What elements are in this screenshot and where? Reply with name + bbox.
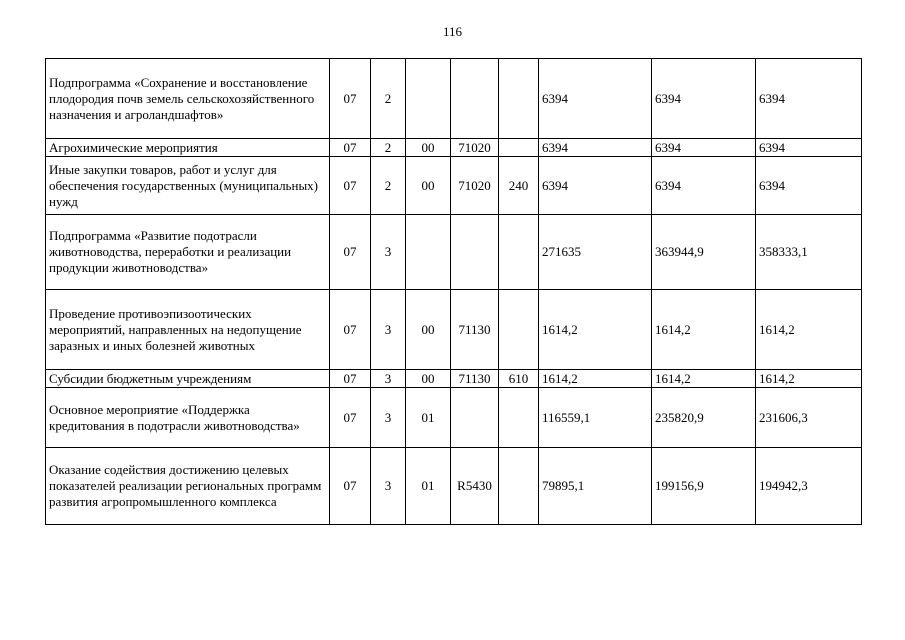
table-row xyxy=(46,290,862,370)
target-article-prefix xyxy=(406,59,451,139)
table-row xyxy=(46,215,862,290)
target-article-prefix: 01 xyxy=(406,448,451,525)
amount-year-1: 79895,1 xyxy=(539,448,652,525)
amount-year-3: 6394 xyxy=(756,157,862,215)
amount-year-3: 231606,3 xyxy=(756,388,862,448)
amount-year-3: 6394 xyxy=(756,139,862,157)
expense-type-code xyxy=(499,388,539,448)
target-article-prefix xyxy=(406,215,451,290)
section-code: 07 xyxy=(330,139,371,157)
row-name: Проведение противоэпизоотических мероприятий, направленных на недопущение заразных и иных болезней животных xyxy=(46,290,330,370)
expense-type-code xyxy=(499,448,539,525)
amount-year-3: 1614,2 xyxy=(756,370,862,388)
amount-year-2: 235820,9 xyxy=(652,388,756,448)
amount-year-3: 358333,1 xyxy=(756,215,862,290)
row-name: Подпрограмма «Сохранение и восстановление плодородия почв земель сельскохозяйственного назначения и агроландшафтов» xyxy=(46,59,330,139)
target-article-code: 71130 xyxy=(451,370,499,388)
section-code: 07 xyxy=(330,448,371,525)
row-name: Иные закупки товаров, работ и услуг для обеспечения государственных (муниципальных) нужд xyxy=(46,157,330,215)
section-code: 07 xyxy=(330,388,371,448)
amount-year-2: 199156,9 xyxy=(652,448,756,525)
row-name: Агрохимические мероприятия xyxy=(46,139,330,157)
target-article-code: 71020 xyxy=(451,139,499,157)
target-article-code xyxy=(451,59,499,139)
row-name: Оказание содействия достижению целевых показателей реализации региональных программ развития агропромышленного комплекса xyxy=(46,448,330,525)
expense-type-code xyxy=(499,139,539,157)
expense-type-code: 240 xyxy=(499,157,539,215)
table-row xyxy=(46,157,862,215)
table-row xyxy=(46,59,862,139)
amount-year-1: 1614,2 xyxy=(539,370,652,388)
section-code: 07 xyxy=(330,370,371,388)
subsection-code: 3 xyxy=(371,388,406,448)
table-row xyxy=(46,139,862,157)
expense-type-code xyxy=(499,290,539,370)
subsection-code: 2 xyxy=(371,139,406,157)
amount-year-1: 116559,1 xyxy=(539,388,652,448)
row-name: Основное мероприятие «Поддержка кредитования в подотрасли животноводства» xyxy=(46,388,330,448)
target-article-code: 71020 xyxy=(451,157,499,215)
table-row xyxy=(46,448,862,525)
table-row xyxy=(46,370,862,388)
expense-type-code: 610 xyxy=(499,370,539,388)
target-article-code xyxy=(451,388,499,448)
amount-year-1: 1614,2 xyxy=(539,290,652,370)
amount-year-2: 363944,9 xyxy=(652,215,756,290)
row-name: Субсидии бюджетным учреждениям xyxy=(46,370,330,388)
amount-year-1: 6394 xyxy=(539,139,652,157)
subsection-code: 2 xyxy=(371,59,406,139)
target-article-prefix: 00 xyxy=(406,290,451,370)
expense-type-code xyxy=(499,59,539,139)
target-article-prefix: 01 xyxy=(406,388,451,448)
expense-type-code xyxy=(499,215,539,290)
subsection-code: 3 xyxy=(371,370,406,388)
amount-year-1: 271635 xyxy=(539,215,652,290)
page-number: 116 xyxy=(442,24,463,39)
table-row xyxy=(46,388,862,448)
amount-year-2: 1614,2 xyxy=(652,290,756,370)
amount-year-2: 6394 xyxy=(652,59,756,139)
amount-year-2: 6394 xyxy=(652,139,756,157)
amount-year-1: 6394 xyxy=(539,59,652,139)
amount-year-3: 1614,2 xyxy=(756,290,862,370)
subsection-code: 2 xyxy=(371,157,406,215)
amount-year-2: 1614,2 xyxy=(652,370,756,388)
target-article-prefix: 00 xyxy=(406,157,451,215)
section-code: 07 xyxy=(330,157,371,215)
target-article-code: R5430 xyxy=(451,448,499,525)
subsection-code: 3 xyxy=(371,448,406,525)
target-article-prefix: 00 xyxy=(406,139,451,157)
amount-year-1: 6394 xyxy=(539,157,652,215)
subsection-code: 3 xyxy=(371,290,406,370)
budget-table xyxy=(45,58,862,525)
amount-year-3: 194942,3 xyxy=(756,448,862,525)
amount-year-3: 6394 xyxy=(756,59,862,139)
subsection-code: 3 xyxy=(371,215,406,290)
amount-year-2: 6394 xyxy=(652,157,756,215)
section-code: 07 xyxy=(330,215,371,290)
target-article-code xyxy=(451,215,499,290)
target-article-prefix: 00 xyxy=(406,370,451,388)
row-name: Подпрограмма «Развитие подотрасли животноводства, переработки и реализации продукции животноводства» xyxy=(46,215,330,290)
target-article-code: 71130 xyxy=(451,290,499,370)
section-code: 07 xyxy=(330,290,371,370)
section-code: 07 xyxy=(330,59,371,139)
